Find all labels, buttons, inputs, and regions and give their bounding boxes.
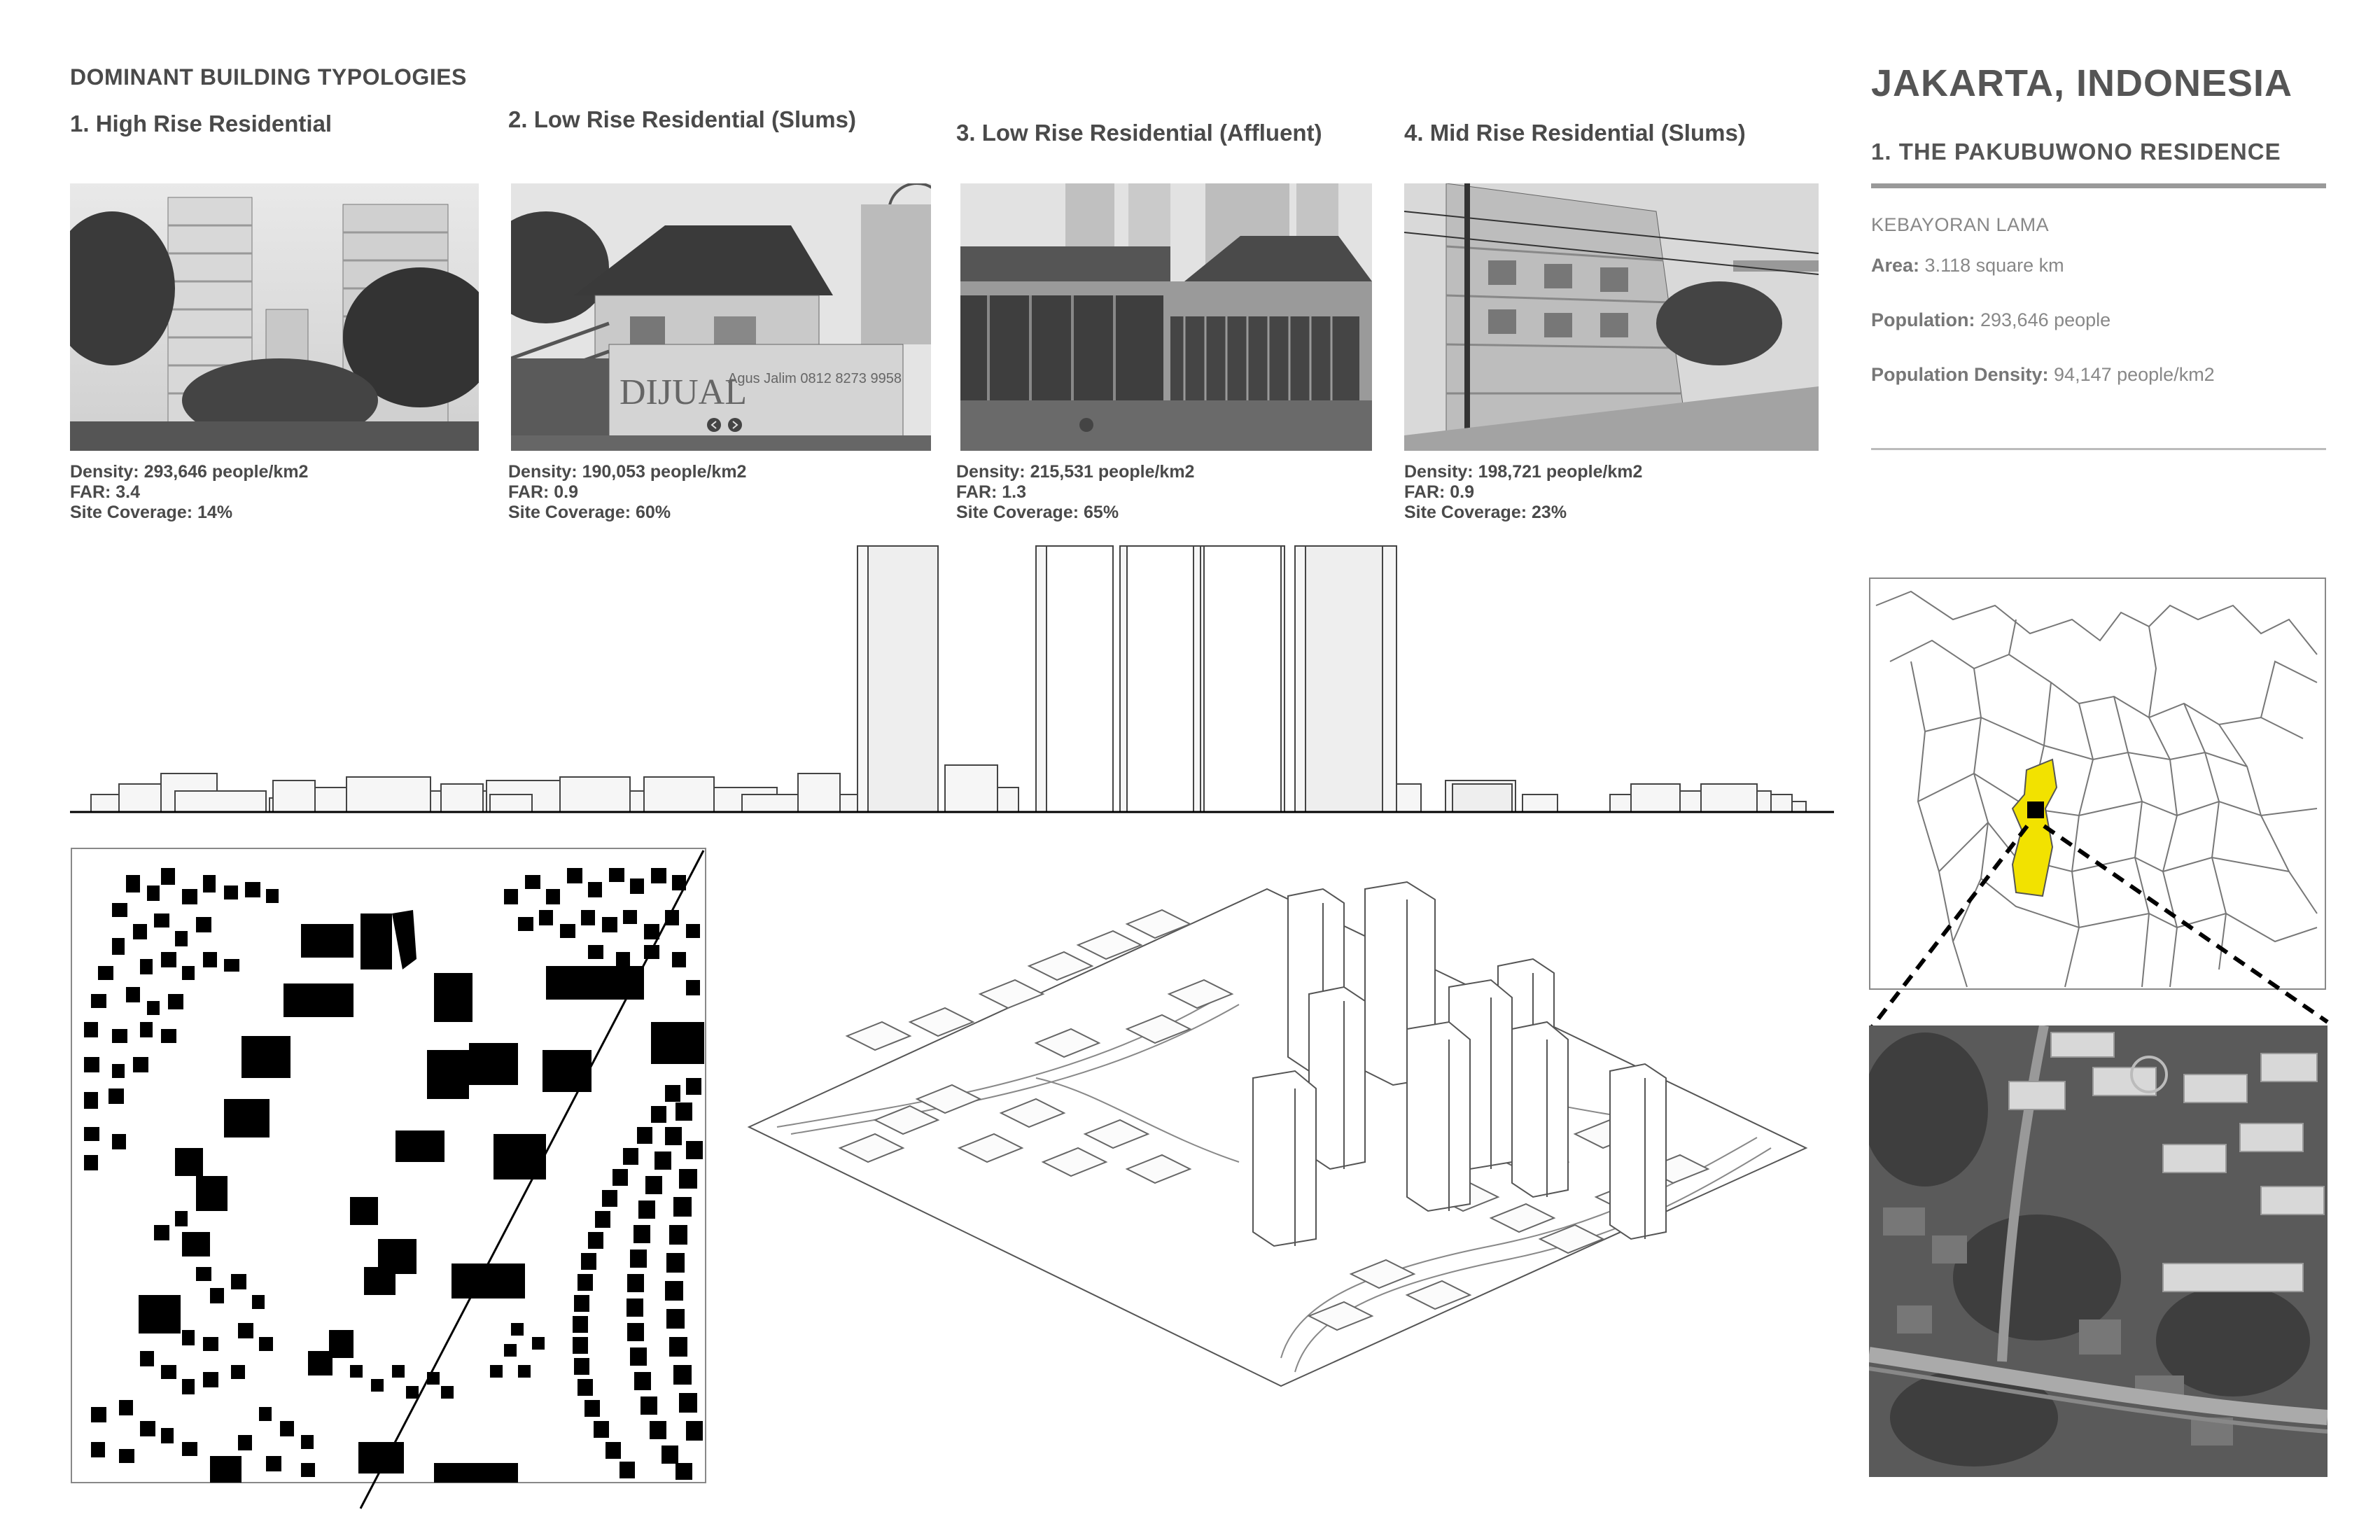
typology-title-3: 3. Low Rise Residential (Affluent) [956,120,1322,146]
typology-stats-4 [1404,462,1642,523]
coverage-value: 60% [636,503,671,522]
far-label: FAR: [70,482,111,502]
coverage-label: Site Coverage: [70,503,193,522]
typology-stats-1 [70,462,308,523]
typology-title-4: 4. Mid Rise Residential (Slums) [1404,120,1746,146]
far-label: FAR: [508,482,550,502]
density-value: 215,531 people/km2 [1030,462,1195,482]
banner-subtext: Agus Jalim 0812 8273 9958 [728,371,902,386]
info-divider [1871,448,2326,450]
density-label: Density: [956,462,1026,482]
area-value: 3.118 square km [1924,255,2064,276]
coverage-value: 65% [1084,503,1119,522]
coverage-label: Site Coverage: [956,503,1079,522]
photo-mid-rise-slums [1404,183,1819,451]
typology-stats-2 [508,462,746,523]
far-value: 0.9 [1450,482,1475,502]
photo-high-rise [70,183,479,451]
far-value: 1.3 [1002,482,1027,502]
far-label: FAR: [956,482,997,502]
density-label: Density: [70,462,139,482]
figure-ground-plan [70,847,708,1512]
population-value: 293,646 people [1980,309,2111,330]
coverage-value: 23% [1532,503,1567,522]
photo-low-rise-affluent [960,183,1372,451]
axonometric-model [735,868,1820,1400]
city-title: JAKARTA, INDONESIA [1871,62,2293,104]
far-value: 3.4 [115,482,141,502]
density-info [1871,364,2215,386]
density-value: 198,721 people/km2 [1478,462,1643,482]
aerial-photo [1869,1026,2328,1477]
residence-title: 1. THE PAKUBUWONO RESIDENCE [1871,139,2281,164]
section-title: DOMINANT BUILDING TYPOLOGIES [70,64,467,90]
photo-low-rise-slums [511,183,931,451]
far-label: FAR: [1404,482,1446,502]
typology-title-1: 1. High Rise Residential [70,111,332,136]
population-info [1871,309,2110,331]
population-density-value: 94,147 people/km2 [2054,364,2215,385]
far-value: 0.9 [554,482,579,502]
banner-text: DIJUAL [620,372,747,412]
population-label: Population: [1871,309,1975,330]
population-density-label: Population Density: [1871,364,2049,385]
title-divider [1871,183,2326,188]
zoom-leader-lines [1869,798,2331,1036]
coverage-value: 14% [197,503,233,522]
coverage-label: Site Coverage: [508,503,631,522]
area-label: Area: [1871,255,1920,276]
density-value: 190,053 people/km2 [582,462,747,482]
area-info [1871,255,2064,276]
skyline-elevation [70,542,1834,816]
typology-stats-3 [956,462,1194,523]
typology-title-2: 2. Low Rise Residential (Slums) [508,106,856,132]
density-label: Density: [1404,462,1474,482]
density-label: Density: [508,462,578,482]
district-name: KEBAYORAN LAMA [1871,214,2050,235]
density-value: 293,646 people/km2 [144,462,309,482]
coverage-label: Site Coverage: [1404,503,1527,522]
